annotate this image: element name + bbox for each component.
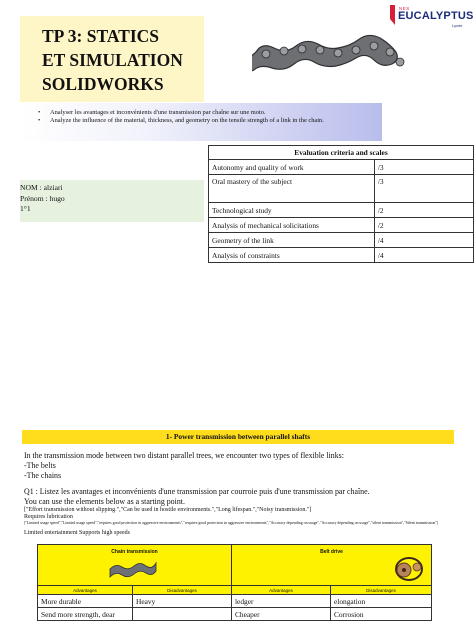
logo-mark-icon	[388, 5, 397, 25]
chain-image	[252, 22, 412, 94]
criterion: Technological study	[209, 203, 375, 218]
tiny-elements: ["Limited usage speed","Limited usage speed","requires good protection in aggressive environments","requires good protection in aggressive environments","Accuracy depending on usage","Accuracy depending on usage","silent transmission","Silent transmission"]	[24, 521, 439, 525]
identity-box	[20, 180, 204, 222]
limited-text: Limited entertainment Supports high speeds	[24, 530, 130, 536]
link-belts: -The belts	[24, 461, 56, 470]
table-cell: Corrosion	[331, 608, 432, 621]
table-cell: Send more strength, dear	[38, 608, 133, 621]
title-line-1: TP 3: STATICS	[42, 26, 160, 46]
belt-header-cell	[232, 545, 432, 586]
title-box	[20, 16, 204, 102]
question-q1: Q1 : Listez les avantages et inconvénients d'une transmission par courroie puis d'une transmission par chaîne.	[24, 487, 370, 496]
section-title: 1- Power transmission between parallel shafts	[22, 430, 454, 444]
subheader-advantages: Advantages	[232, 586, 331, 595]
intro-text: In the transmission mode between two distant parallel trees, we encounter two types of flexible links:	[24, 451, 344, 460]
comparison-table	[37, 544, 432, 621]
score: /2	[374, 218, 473, 233]
criterion: Analysis of mechanical solicitations	[209, 218, 375, 233]
chain-thumbnail	[108, 557, 158, 581]
subheader-advantages: Advantages	[38, 586, 133, 595]
requires-text: Requires lubrication	[24, 514, 73, 520]
evaluation-header: Evaluation criteria and scales	[209, 146, 474, 160]
objectives-box	[20, 103, 382, 141]
score: /4	[374, 248, 473, 263]
logo-sub: Lycée	[452, 23, 463, 28]
student-firstname: Prénom : hugo	[20, 193, 65, 203]
student-name: NOM : alziari	[20, 183, 63, 192]
table-cell: ledger	[232, 595, 331, 608]
belt-thumbnail	[394, 553, 424, 583]
score: /3	[374, 160, 473, 175]
title-line-2: ET SIMULATION	[42, 50, 183, 70]
criterion: Autonomy and quality of work	[209, 160, 375, 175]
objective-item: • Analyze the influence of the material, thickness, and geometry on the tensile strength of a link in the chain.	[38, 117, 324, 124]
criterion: Oral mastery of the subject	[209, 175, 375, 203]
subheader-disadvantages: Disadvantages	[331, 586, 432, 595]
title-line-3: SOLIDWORKS	[42, 74, 164, 94]
table-cell	[133, 608, 232, 621]
chain-title: Chain transmission	[111, 549, 158, 555]
score: /4	[374, 233, 473, 248]
table-cell: elongation	[331, 595, 432, 608]
table-cell: Cheaper	[232, 608, 331, 621]
belt-title: Belt drive	[320, 549, 343, 555]
table-cell: Heavy	[133, 595, 232, 608]
score: /2	[374, 203, 473, 218]
chain-header-cell	[38, 545, 232, 586]
objective-item: • Analyser les avantages et inconvénients d'une transmission par chaîne sur une moto.	[38, 109, 266, 116]
school-logo	[388, 2, 472, 32]
student-class: 1°1	[20, 204, 31, 213]
link-chains: -The chains	[24, 471, 62, 480]
instruction-text: You can use the elements below as a starting point.	[24, 497, 185, 506]
logo-top-text: NES	[399, 6, 410, 11]
evaluation-table	[208, 145, 474, 263]
criterion: Analysis of constraints	[209, 248, 375, 263]
score: /3	[374, 175, 473, 203]
subheader-disadvantages: Disadvantages	[133, 586, 232, 595]
table-cell: More durable	[38, 595, 133, 608]
logo-name: EUCALYPTUS	[398, 10, 474, 22]
elements-list: ["Effort transmission without slipping.","Can be used in hostile environments.","Long lifespan.","Noisy transmission."]	[24, 507, 312, 513]
criterion: Geometry of the link	[209, 233, 375, 248]
